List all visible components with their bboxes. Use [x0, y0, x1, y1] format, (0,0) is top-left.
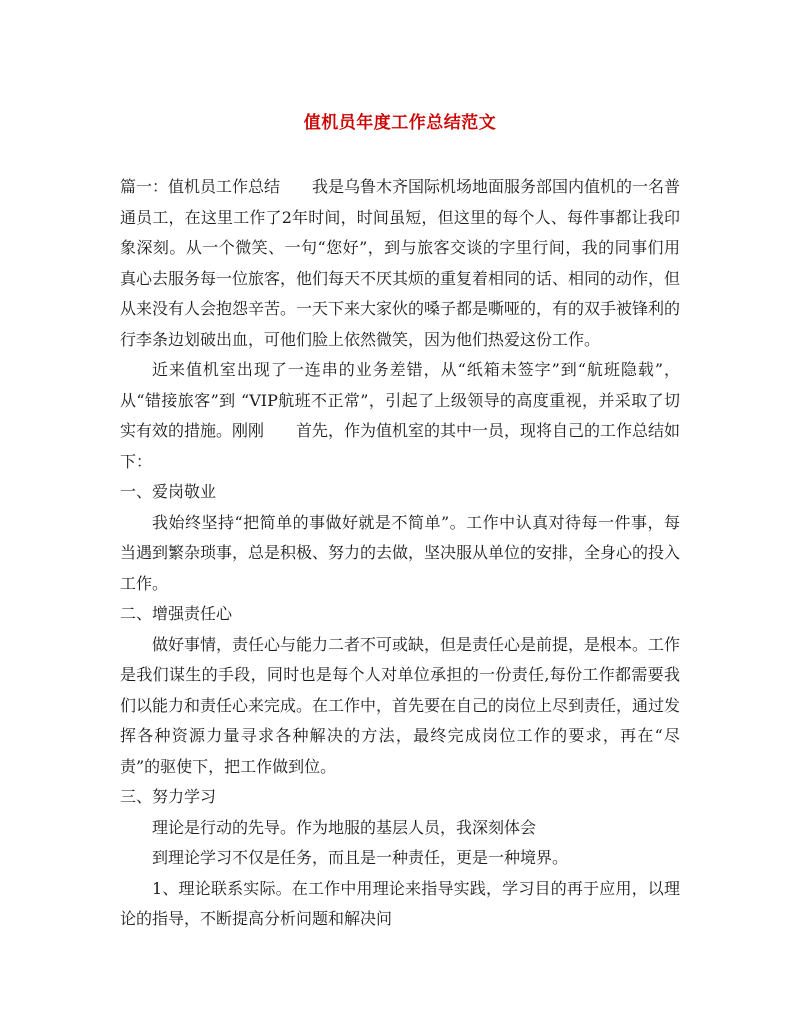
- paragraph-intro: 篇一：值机员工作总结 我是乌鲁木齐国际机场地面服务部国内值机的一名普通员工，在这里工作了2年时间，时间虽短，但这里的每个人、每件事都让我印象深刻。从一个微笑、一句“您好”，到与旅客交谈的字里行间，我的同事们用真心去服务每一位旅客，他们每天不厌其烦的重复着相同的话、相同的动作，但从来没有人会抱怨辛苦。一天下来大家伙的嗓子都是嘶哑的，有的双手被锋利的行李条边划破出血，可他们脸上依然微笑，因为他们热爱这份工作。: [120, 177, 681, 349]
- paragraph-dedication: 我始终坚持“把简单的事做好就是不简单”。工作中认真对待每一件事，每当遇到繁杂琐事，总是积极、努力的去做，坚决服从单位的安排，全身心的投入工作。: [120, 512, 681, 593]
- paragraph-study-2: 到理论学习不仅是任务，而且是一种责任，更是一种境界。: [152, 848, 569, 867]
- document-body: [120, 172, 680, 935]
- paragraph-study-1: 理论是行动的先导。作为地服的基层人员，我深刻体会: [152, 817, 537, 837]
- paragraph-theory-practice: 1、理论联系实际。在工作中用理论来指导实践，学习目的再于应用，以理论的指导，不断提高分析问题和解决问: [120, 878, 680, 928]
- section-heading-study: 三、努力学习: [120, 787, 217, 806]
- section-heading-dedication: 一、爱岗敬业: [120, 482, 217, 501]
- section-heading-responsibility: 二、增强责任心: [120, 604, 233, 623]
- paragraph-recent-errors: 近来值机室出现了一连串的业务差错，从“纸箱未签字”到“航班隐载”，从“错接旅客”到 “VIP航班不正常”，引起了上级领导的高度重视，并采取了切实有效的措施。刚刚 首先，作为值机室的其中一员，现将自己的工作总结如下：: [120, 360, 681, 471]
- paragraph-responsibility: 做好事情，责任心与能力二者不可或缺，但是责任心是前提，是根本。工作是我们谋生的手段，同时也是每个人对单位承担的一份责任,每份工作都需要我们以能力和责任心来完成。在工作中，首先要在自己的岗位上尽到责任，通过发挥各种资源力量寻求各种解决的方法，最终完成岗位工作的要求，再在“尽责”的驱使下，把工作做到位。: [120, 634, 681, 776]
- document-title: 值机员年度工作总结范文: [303, 113, 497, 133]
